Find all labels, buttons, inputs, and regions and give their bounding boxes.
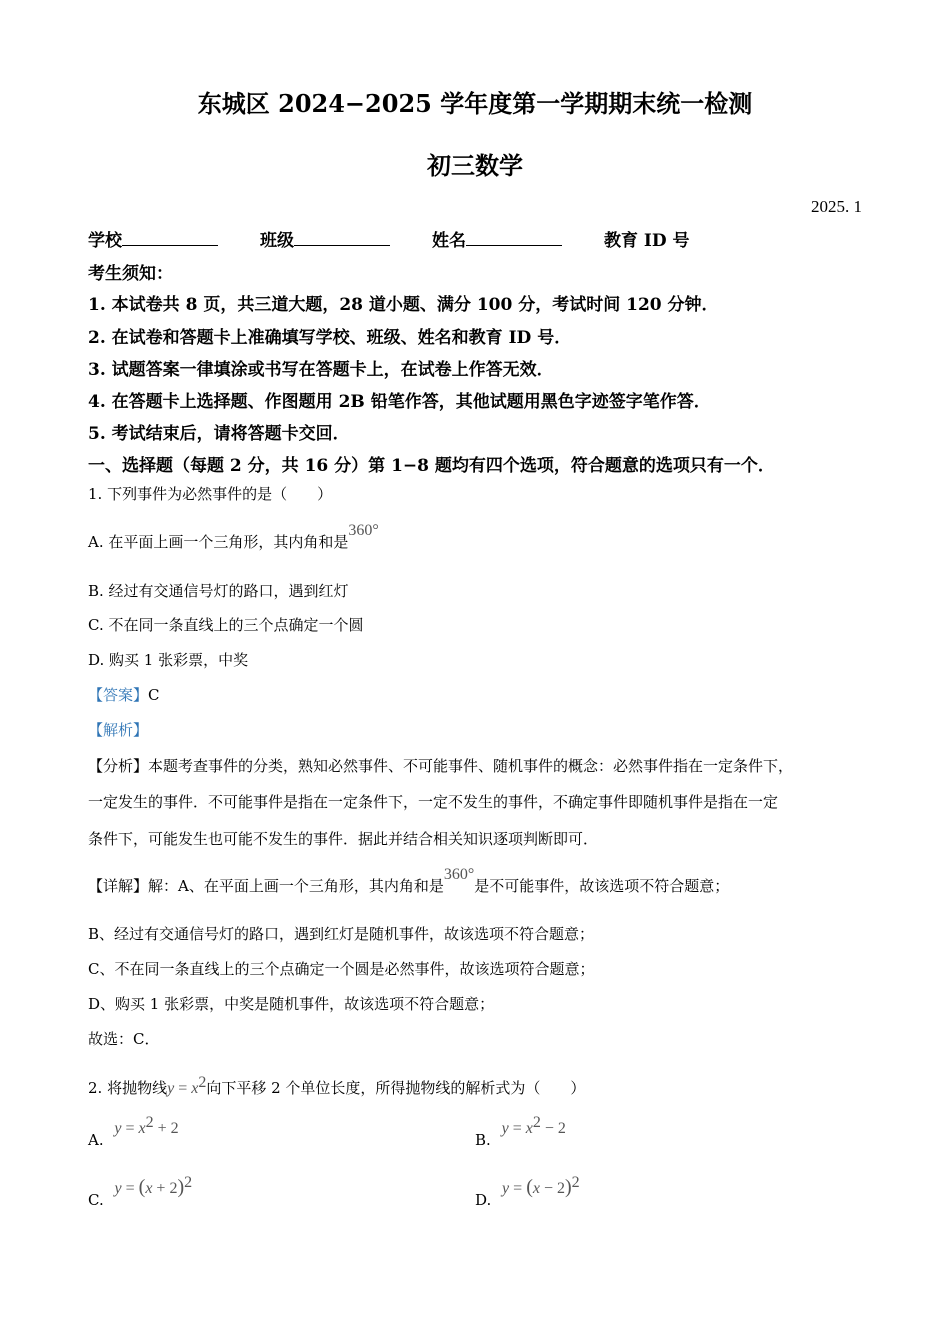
notice-heading: 考生须知： xyxy=(88,264,173,284)
analysis-line-1: 【分析】本题考查事件的分类，熟知必然事件、不可能事件、随机事件的概念：必然事件指在一定条件下， xyxy=(88,757,794,775)
question-2-option-d: D. $y = (x - 2)^2$ xyxy=(475,1174,580,1209)
question-2-option-b: B. $y = x^2 - 2$ xyxy=(475,1114,566,1149)
class-field: 班级 xyxy=(260,226,390,251)
analysis-tag: 【解析】 xyxy=(88,721,149,739)
id-field: 教育 ID 号 xyxy=(604,231,690,251)
detail-line-b: B、经过有交通信号灯的路口，遇到红灯是随机事件，故该选项不符合题意； xyxy=(88,925,595,943)
question-1-option-b: B. 经过有交通信号灯的路口，遇到红灯 xyxy=(88,582,349,600)
detail-line-a: 【详解】解：A、在平面上画一个三角形，其内角和是360°是不可能事件，故该选项不符合题意； xyxy=(88,866,730,895)
name-field: 姓名 xyxy=(432,226,562,251)
notice-item: 2. 在试卷和答题卡上准确填写学校、班级、姓名和教育 ID 号． xyxy=(88,328,572,348)
question-1-stem: 1. 下列事件为必然事件的是（ ） xyxy=(88,485,333,503)
notice-item: 3. 试题答案一律填涂或书写在答题卡上，在试卷上作答无效． xyxy=(88,360,554,380)
conclusion-line: 故选：C． xyxy=(88,1030,160,1048)
section-heading: 一、选择题（每题 2 分，共 16 分）第 1−8 题均有四个选项，符合题意的选项只有一个． xyxy=(88,456,775,476)
detail-line-c: C、不在同一条直线上的三个点确定一个圆是必然事件，故该选项符合题意； xyxy=(88,960,595,978)
question-2-option-a: A. $y = x^2 + 2$ xyxy=(88,1114,179,1149)
school-field: 学校 xyxy=(88,226,218,251)
exam-subtitle: 初三数学 xyxy=(427,151,523,180)
analysis-line-2: 一定发生的事件．不可能事件是指在一定条件下，一定不发生的事件，不确定事件即随机事件是指在一定 xyxy=(88,793,779,811)
question-1-option-d: D. 购买 1 张彩票，中奖 xyxy=(88,651,249,669)
question-1-option-c: C. 不在同一条直线上的三个点确定一个圆 xyxy=(88,616,364,634)
analysis-line-3: 条件下，可能发生也可能不发生的事件．据此并结合相关知识逐项判断即可． xyxy=(88,830,599,848)
question-1-option-a: A. 在平面上画一个三角形，其内角和是360° xyxy=(88,522,379,551)
question-2-stem: 2. 将抛物线$y = x^2$向下平移 2 个单位长度，所得抛物线的解析式为（ ） xyxy=(88,1074,586,1097)
exam-title: 东城区 2024−2025 学年度第一学期期末统一检测 xyxy=(197,89,753,118)
notice-item: 4. 在答题卡上选择题、作图题用 2B 铅笔作答，其他试题用黑色字迹签字笔作答． xyxy=(88,392,711,412)
answer-line: 【答案】C xyxy=(88,686,160,704)
detail-line-d: D、购买 1 张彩票，中奖是随机事件，故该选项不符合题意； xyxy=(88,995,495,1013)
question-2-option-c: C. $y = (x + 2)^2$ xyxy=(88,1174,193,1209)
exam-date: 2025. 1 xyxy=(811,197,862,216)
notice-item: 1. 本试卷共 8 页，共三道大题，28 道小题、满分 100 分，考试时间 120 分钟． xyxy=(88,295,719,315)
notice-item: 5. 考试结束后，请将答题卡交回． xyxy=(88,424,350,444)
